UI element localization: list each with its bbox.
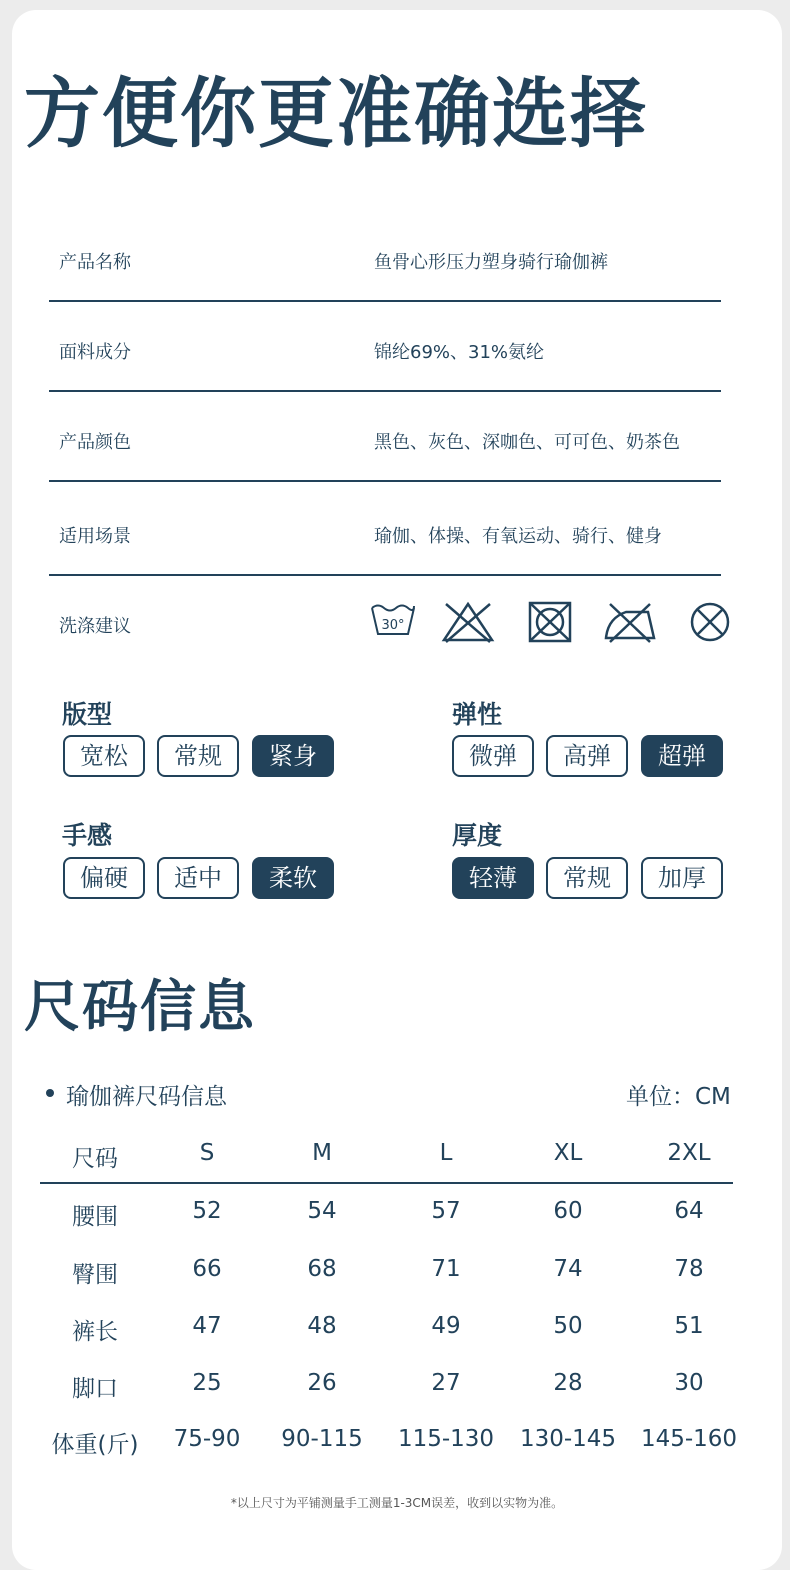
- chip-feel-hard: 偏硬: [63, 857, 145, 899]
- table-cell: 54: [307, 1198, 337, 1224]
- wash-30-icon: [369, 600, 417, 640]
- table-header-size: M: [312, 1140, 332, 1166]
- table-row-label: 裤长: [72, 1319, 118, 1345]
- table-header-size: 2XL: [667, 1140, 711, 1166]
- attr-title-fit: 版型: [62, 700, 113, 729]
- info-label: 产品名称: [59, 252, 131, 273]
- size-table-subtitle: 瑜伽裤尺码信息: [66, 1084, 227, 1110]
- table-cell: 30: [674, 1370, 704, 1396]
- table-header-size: S: [199, 1140, 215, 1166]
- chip-thick-thin: 轻薄: [452, 857, 534, 899]
- divider: [49, 390, 721, 392]
- info-label: 产品颜色: [59, 432, 131, 453]
- no-bleach-icon: [440, 600, 496, 644]
- table-cell: 66: [192, 1256, 222, 1282]
- bullet-dot: [46, 1089, 54, 1097]
- table-cell: 49: [431, 1313, 461, 1339]
- table-cell: 28: [553, 1370, 583, 1396]
- footnote: *以上尺寸为平铺测量手工测量1-3CM误差，收到以实物为准。: [230, 1496, 564, 1510]
- table-header-divider: [40, 1182, 733, 1184]
- table-cell: 48: [307, 1313, 337, 1339]
- divider: [49, 574, 721, 576]
- table-row-label: 脚口: [72, 1376, 118, 1402]
- table-cell: 145-160: [640, 1426, 738, 1452]
- chip-fit-tight: 紧身: [252, 735, 334, 777]
- table-cell: 50: [553, 1313, 583, 1339]
- table-cell: 47: [192, 1313, 222, 1339]
- table-cell: 51: [674, 1313, 704, 1339]
- attr-title-feel: 手感: [62, 821, 113, 850]
- chip-fit-regular: 常规: [157, 735, 239, 777]
- info-value: 锦纶69%、31%氨纶: [374, 342, 545, 363]
- info-label: 适用场景: [59, 526, 131, 547]
- chip-elastic-super: 超弹: [641, 735, 723, 777]
- content-card: [12, 10, 782, 1570]
- chip-elastic-slight: 微弹: [452, 735, 534, 777]
- info-value: 黑色、灰色、深咖色、可可色、奶茶色: [374, 432, 680, 453]
- chip-feel-soft: 柔软: [252, 857, 334, 899]
- table-cell: 52: [192, 1198, 222, 1224]
- table-cell: 60: [553, 1198, 583, 1224]
- table-cell: 130-145: [519, 1426, 617, 1452]
- table-cell: 71: [431, 1256, 461, 1282]
- table-cell: 90-115: [281, 1426, 363, 1452]
- attr-title-elasticity: 弹性: [452, 700, 503, 729]
- table-cell: 64: [674, 1198, 704, 1224]
- table-cell: 26: [307, 1370, 337, 1396]
- info-value: 瑜伽、体操、有氧运动、骑行、健身: [374, 526, 662, 547]
- table-row-label: 腰围: [72, 1204, 118, 1230]
- divider: [49, 300, 721, 302]
- wash-temp: 30°: [381, 618, 405, 633]
- no-tumble-dry-icon: [527, 600, 573, 644]
- chip-feel-medium: 适中: [157, 857, 239, 899]
- table-cell: 68: [307, 1256, 337, 1282]
- chip-elastic-high: 高弹: [546, 735, 628, 777]
- table-cell: 115-130: [397, 1426, 495, 1452]
- size-section-title: 尺码信息: [24, 975, 256, 1040]
- table-header-size: L: [439, 1140, 453, 1166]
- page-title: 方便你更准确选择: [24, 69, 648, 158]
- table-cell: 74: [553, 1256, 583, 1282]
- table-row-label: 臀围: [72, 1262, 118, 1288]
- chip-thick-regular: 常规: [546, 857, 628, 899]
- table-cell: 27: [431, 1370, 461, 1396]
- chip-thick-thick: 加厚: [641, 857, 723, 899]
- no-dry-clean-icon: [688, 600, 732, 644]
- table-cell: 25: [192, 1370, 222, 1396]
- no-iron-icon: [602, 600, 658, 644]
- info-value: 鱼骨心形压力塑身骑行瑜伽裤: [374, 252, 608, 273]
- chip-fit-loose: 宽松: [63, 735, 145, 777]
- table-cell: 78: [674, 1256, 704, 1282]
- info-label: 洗涤建议: [59, 616, 131, 637]
- attr-title-thickness: 厚度: [452, 821, 503, 850]
- size-table-unit: 单位：CM: [626, 1084, 731, 1110]
- table-cell: 75-90: [173, 1426, 241, 1452]
- table-header-label: 尺码: [72, 1146, 118, 1172]
- table-row-label: 体重(斤): [51, 1432, 139, 1458]
- table-header-size: XL: [553, 1140, 583, 1166]
- info-label: 面料成分: [59, 342, 131, 363]
- table-cell: 57: [431, 1198, 461, 1224]
- divider: [49, 480, 721, 482]
